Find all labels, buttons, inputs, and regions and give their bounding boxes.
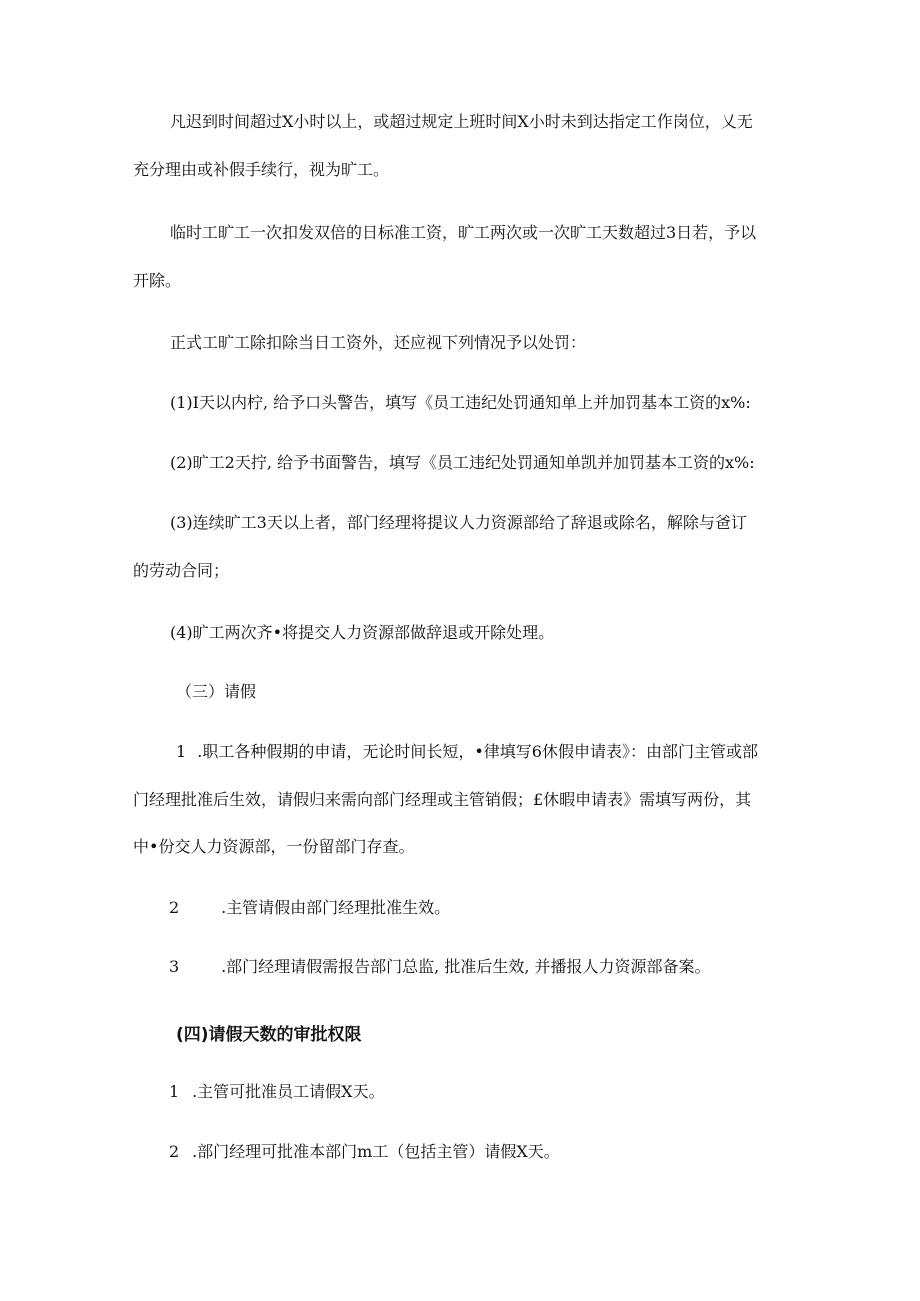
approval-item-2-text: .部门经理可批准本部门m工（包括主管）请假X天。 (192, 1142, 560, 1161)
paragraph-1-line-1: 凡迟到时间超过X小时以上，或超过规定上班时间X小时未到达指定工作岗位，乂无 (170, 112, 753, 131)
leave-item-2 (169, 897, 450, 919)
leave-item-3 (169, 956, 711, 978)
leave-item-1-line-3: 中•份交人力资源部，一份留部门存查。 (133, 837, 415, 856)
penalty-item-3-line-1: (3)连续旷工3天以上者，部门经理将提议人力资源部给了辞退或除名，解除与爸订 (170, 513, 747, 532)
section-4-title: (四)请假天数的审批权限 (176, 1025, 362, 1045)
penalty-item-1: (1)I天以内柠, 给予口头警告，填写《员工违纪处罚通知单上并加罚基本工资的x%: (170, 393, 751, 412)
approval-item-1 (169, 1081, 385, 1103)
penalty-item-4: (4)旷工两次齐•将提交人力资源部做辞退或开除处理。 (170, 623, 555, 642)
paragraph-1-line-2: 充分理由或补假手续行，视为旷工。 (133, 160, 390, 179)
approval-item-1-number: 1 (169, 1082, 180, 1101)
leave-item-1-text: .职工各种假期的申请，无论时间长短，•律填写6休假申请表》：由部门主管或部 (197, 742, 758, 761)
leave-item-2-text: .主管请假由部门经理批准生效。 (221, 898, 451, 917)
leave-item-1-number: 1 (176, 742, 187, 761)
section-3-title: （三）请假 (176, 682, 257, 701)
paragraph-2-line-2: 开除。 (133, 271, 182, 290)
leave-item-3-number: 3 (169, 957, 180, 976)
penalty-item-3-line-2: 的劳动合同； (133, 561, 230, 580)
leave-item-1-line-2: 门经理批准后生效，请假归来需向部门经理或主管销假；£休暇申请表》需填写两份，其 (133, 790, 752, 809)
approval-item-1-text: .主管可批准员工请假X天。 (192, 1082, 385, 1101)
approval-item-2 (169, 1141, 560, 1163)
penalty-item-2: (2)旷工2天拧, 给予书面警告，填写《员工违纪处罚通知单凯并加罚基本工资的x%: (170, 453, 755, 472)
leave-item-1-line-1 (176, 741, 758, 763)
approval-item-2-number: 2 (169, 1142, 180, 1161)
paragraph-2-line-1: 临时工旷工一次扣发双倍的日标准工资，旷工两次或一次旷工天数超过3日若，予以 (170, 223, 757, 242)
paragraph-3-line-1: 正式工旷工除扣除当日工资外，还应视下列情况予以处罚： (170, 333, 587, 352)
leave-item-3-text: .部门经理请假需报告部门总监, 批准后生效, 并播报人力资源部备案。 (221, 957, 711, 976)
leave-item-2-number: 2 (169, 898, 180, 917)
